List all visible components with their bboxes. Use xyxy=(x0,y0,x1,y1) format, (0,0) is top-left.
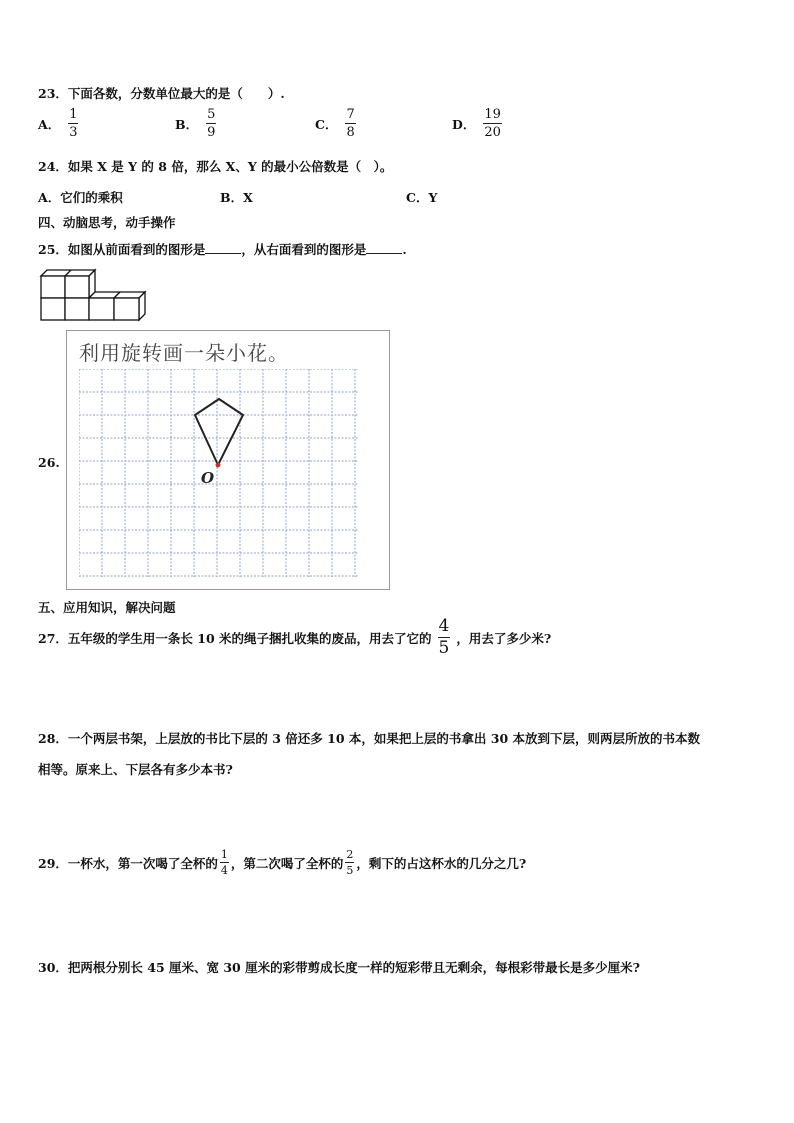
denominator: 20 xyxy=(484,125,501,140)
cube-lower-2 xyxy=(65,298,89,320)
q27-stem xyxy=(38,618,551,657)
q24-stem: 24．如果 X 是 Y 的 8 倍，那么 X、Y 的最小公倍数是（ ）。 xyxy=(38,159,393,174)
answer-blank-right[interactable] xyxy=(366,241,402,254)
option-label: A． xyxy=(38,116,61,132)
option-label: C． xyxy=(315,116,338,132)
q24-option-c[interactable] xyxy=(406,188,437,206)
numerator: 1 xyxy=(220,848,228,861)
point-label-o: O xyxy=(201,469,215,487)
cube-lower-4 xyxy=(114,298,139,320)
option-label: B． xyxy=(220,190,244,205)
option-label: D． xyxy=(452,116,476,132)
denominator: 4 xyxy=(220,864,228,877)
option-text: 它们的乘积 xyxy=(60,190,123,205)
q23-option-d[interactable] xyxy=(452,108,504,139)
numerator: 7 xyxy=(346,107,355,122)
fraction xyxy=(68,108,78,139)
cube-lower-3 xyxy=(89,298,114,320)
option-text: Y xyxy=(428,190,438,205)
denominator: 5 xyxy=(438,638,450,658)
section-5-heading: 五、应用知识，解决问题 xyxy=(38,600,176,615)
numerator: 2 xyxy=(346,848,354,861)
rotation-center-point xyxy=(216,463,221,468)
grid-paper xyxy=(79,369,359,577)
q29-stem-part-c: ，剩下的占这杯水的几分之几? xyxy=(356,855,527,871)
answer-blank-front[interactable] xyxy=(205,241,241,254)
option-text: X xyxy=(243,190,253,205)
section-4-heading: 四、动脑思考，动手操作 xyxy=(38,215,176,230)
q29-stem-part-a: 29．一杯水，第一次喝了全杯的 xyxy=(38,855,218,871)
q24-option-a[interactable] xyxy=(38,188,123,206)
rotation-figure xyxy=(66,330,390,590)
q26-number: 26. xyxy=(38,455,60,470)
numerator: 1 xyxy=(69,107,78,122)
option-label: B． xyxy=(175,116,199,132)
cube-upper-1 xyxy=(41,276,65,298)
q27-stem-part-b: ，用去了多少米? xyxy=(456,630,552,646)
q28-line-1: 28．一个两层书架，上层放的书比下层的 3 倍还多 10 本，如果把上层的书拿出 30 本放到下层，则两层所放的书本数 xyxy=(38,731,700,746)
fraction xyxy=(438,618,451,657)
q23-stem: 23．下面各数，分数单位最大的是（ ）. xyxy=(38,86,285,101)
denominator: 9 xyxy=(207,125,216,140)
q25-stem xyxy=(38,240,407,258)
fraction xyxy=(345,849,354,876)
kite-shape xyxy=(195,399,243,465)
cube-stack-figure xyxy=(38,262,150,326)
q25-stem-part-b: ，从右面看到的图形是 xyxy=(241,242,367,257)
figure-caption: 利用旋转画一朵小花。 xyxy=(79,341,289,365)
q30-stem: 30．把两根分别长 45 厘米、宽 30 厘米的彩带剪成长度一样的短彩带且无剩余，每根彩带最长是多少厘米? xyxy=(38,960,640,975)
q25-stem-part-c: . xyxy=(402,242,407,257)
numerator: 4 xyxy=(438,616,450,636)
option-label: C． xyxy=(406,190,429,205)
side-face-lower xyxy=(139,292,145,320)
fraction xyxy=(483,108,502,139)
q23-option-c[interactable] xyxy=(315,108,358,139)
option-label: A． xyxy=(38,190,61,205)
fraction xyxy=(220,849,229,876)
q27-stem-part-a: 27．五年级的学生用一条长 10 米的绳子捆扎收集的废品，用去了它的 xyxy=(38,630,432,646)
q28-line-2: 相等。原来上、下层各有多少本书? xyxy=(38,762,233,777)
numerator: 19 xyxy=(484,107,501,122)
denominator: 5 xyxy=(346,864,354,877)
q29-stem-part-b: ，第二次喝了全杯的 xyxy=(230,855,344,871)
q24-option-b[interactable] xyxy=(220,188,253,206)
cube-lower-1 xyxy=(41,298,65,320)
cube-upper-2 xyxy=(65,276,89,298)
denominator: 8 xyxy=(346,125,355,140)
q23-option-a[interactable] xyxy=(38,108,80,139)
numerator: 5 xyxy=(207,107,216,122)
q23-options xyxy=(38,108,558,148)
q29-stem xyxy=(38,849,526,876)
fraction xyxy=(206,108,216,139)
fraction xyxy=(345,108,355,139)
q25-stem-part-a: 25．如图从前面看到的图形是 xyxy=(38,242,206,257)
q23-option-b[interactable] xyxy=(175,108,218,139)
denominator: 3 xyxy=(69,125,78,140)
